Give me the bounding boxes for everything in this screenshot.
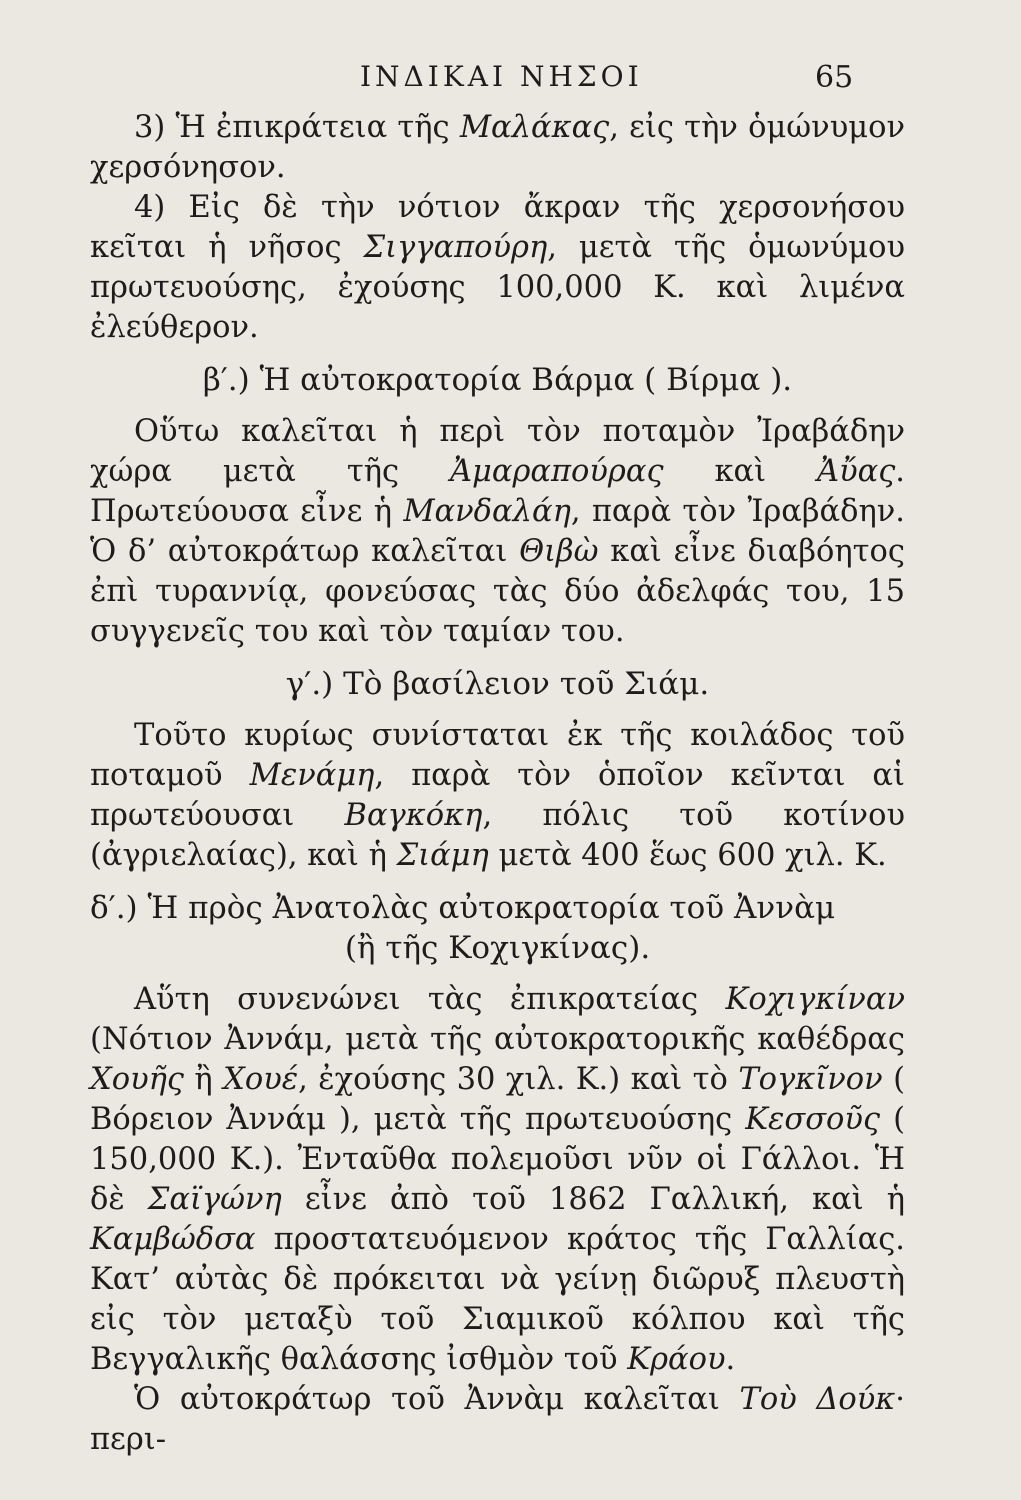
paragraph-annam: Αὕτη συνενώνει τὰς ἐπικρατείας Κοχιγκίναν (Νότιον Ἀννάμ, μετὰ τῆς αὐτοκρατορικῆς καθέδρας Χουῆς ἢ Χουέ, ἐχούσης 30 χιλ. Κ.) καὶ τὸ Τογκῖνον ( Βόρειον Ἀννάμ ), μετὰ τῆς πρωτευούσης Κεσσοῦς ( 150,000 Κ.). Ἐνταῦθα πολεμοῦσι νῦν οἱ Γάλλοι. Ἡ δὲ Σαϊγώνη εἶνε ἀπὸ τοῦ 1862 Γαλλική, καὶ ἡ Καμβώδσα προστατευόμενον κράτος τῆς Γαλλίας. Κατ’ αὐτὰς δὲ πρόκειται νὰ γείνῃ διῶρυξ πλευστὴ εἰς τὸν μεταξὺ τοῦ Σιαμικοῦ κόλπου καὶ τῆς Βεγγαλικῆς θαλάσσης ἰσθμὸν τοῦ Κράου.: [90, 982, 905, 1377]
paragraph-siam: Τοῦτο κυρίως συνίσταται ἐκ τῆς κοιλάδος τοῦ ποταμοῦ Μενάμη, παρὰ τὸν ὁποῖον κεῖνται αἱ πρωτεύουσαι Βαγκόκη, πόλις τοῦ κοτίνου (ἀγριελαίας), καὶ ἡ Σιάμη μετὰ 400 ἕως 600 χιλ. Κ.: [90, 718, 905, 873]
section-subheading-annam: (ἢ τῆς Κοχιγκίνας).: [344, 930, 651, 966]
paragraph-burma: Οὕτω καλεῖται ἡ περὶ τὸν ποταμὸν Ἰραβάδην χώρα μετὰ τῆς Ἀμαραπούρας καὶ Ἀὔας. Πρωτεύουσα εἶνε ἡ Μανδαλάη, παρὰ τὸν Ἰραβάδην. Ὁ δ’ αὐτοκράτωρ καλεῖται Θιβὼ καὶ εἶνε διαβόητος ἐπὶ τυραννίᾳ, φονεύσας τὰς δύο ἀδελφάς του, 15 συγγενεῖς του καὶ τὸν ταμίαν του.: [90, 414, 905, 649]
page-number: 65: [815, 60, 854, 95]
page-body: [90, 108, 905, 1460]
paragraph-malacca: 3) Ἡ ἐπικράτεια τῆς Μαλάκας, εἰς τὴν ὁμώνυμον χερσόνησον.: [90, 110, 905, 185]
section-heading-annam: δ′.) Ἡ πρὸς Ἀνατολὰς αὐτοκρατορία τοῦ Ἀννὰμ: [90, 890, 836, 926]
section-heading-burma: β′.) Ἡ αὐτοκρατορία Βάρμα ( Βίρμα ).: [202, 362, 793, 398]
running-title: ΙΝΔΙΚΑΙ ΝΗΣΟΙ: [360, 60, 643, 93]
paragraph-annam-emperor: Ὁ αὐτοκράτωρ τοῦ Ἀννὰμ καλεῖται Τοὺ Δούκ· περι-: [90, 1382, 905, 1457]
paragraph-singapore: 4) Εἰς δὲ τὴν νότιον ἄκραν τῆς χερσονήσου κεῖται ἡ νῆσος Σιγγαπούρη, μετὰ τῆς ὁμωνύμου πρωτευούσης, ἐχούσης 100,000 Κ. καὶ λιμένα ἐλεύθερον.: [90, 190, 905, 345]
running-header: [0, 60, 1021, 100]
section-heading-siam: γ′.) Τὸ βασίλειον τοῦ Σιάμ.: [285, 666, 710, 702]
